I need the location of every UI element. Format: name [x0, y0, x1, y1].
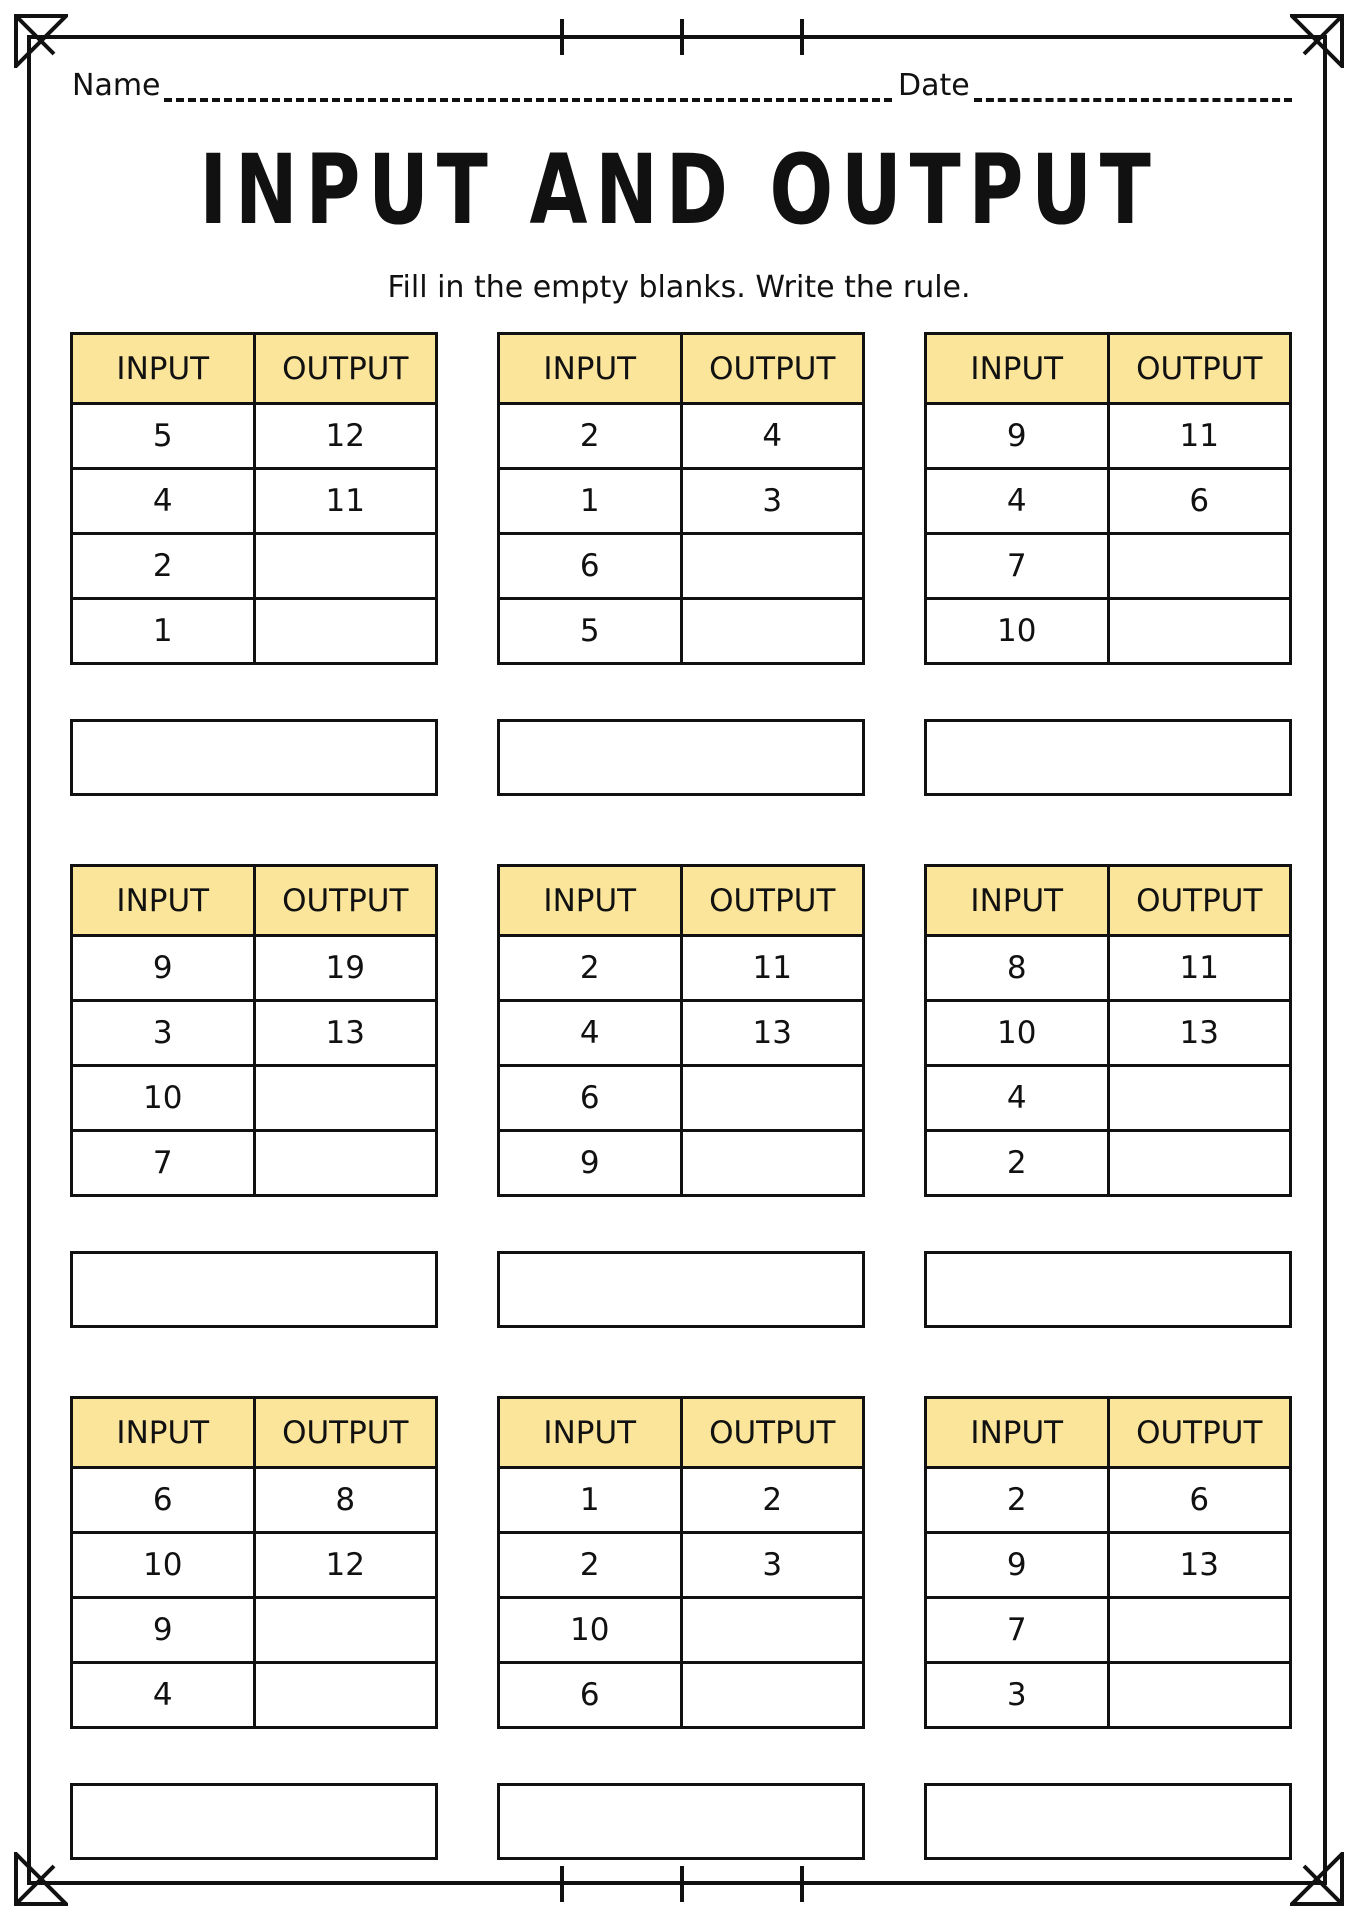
- output-column-header: OUTPUT: [1108, 1398, 1291, 1468]
- table-header-row: [499, 1398, 864, 1468]
- border-tick-top-3: [800, 19, 804, 55]
- corner-ornament-bottom-right: [1290, 1852, 1344, 1906]
- input-cell: 2: [499, 936, 682, 1001]
- input-cell: 7: [926, 1598, 1109, 1663]
- io-table: [924, 1396, 1292, 1729]
- input-column-header: INPUT: [499, 1398, 682, 1468]
- input-cell: 9: [926, 1533, 1109, 1598]
- table-row: [72, 599, 437, 664]
- output-blank-cell[interactable]: [681, 599, 864, 664]
- table-header-row: [926, 334, 1291, 404]
- table-row: [72, 1131, 437, 1196]
- input-column-header: INPUT: [926, 1398, 1109, 1468]
- table-row: [72, 1066, 437, 1131]
- input-cell: 5: [72, 404, 255, 469]
- rule-answer-box[interactable]: [497, 1783, 865, 1860]
- output-cell: 8: [254, 1468, 437, 1533]
- input-cell: 9: [926, 404, 1109, 469]
- output-cell: 11: [1108, 936, 1291, 1001]
- output-cell: 11: [1108, 404, 1291, 469]
- input-cell: 2: [926, 1131, 1109, 1196]
- input-cell: 6: [499, 534, 682, 599]
- output-blank-cell[interactable]: [254, 1663, 437, 1728]
- input-cell: 4: [72, 1663, 255, 1728]
- output-blank-cell[interactable]: [254, 1066, 437, 1131]
- border-tick-bottom-2: [680, 1866, 684, 1902]
- table-row: [499, 1468, 864, 1533]
- input-cell: 6: [499, 1066, 682, 1131]
- output-blank-cell[interactable]: [1108, 534, 1291, 599]
- border-tick-top-2: [680, 19, 684, 55]
- table-row: [926, 1131, 1291, 1196]
- table-row: [499, 936, 864, 1001]
- io-table: [70, 1396, 438, 1729]
- input-cell: 2: [926, 1468, 1109, 1533]
- rule-answer-box[interactable]: [924, 1251, 1292, 1328]
- output-cell: 13: [1108, 1001, 1291, 1066]
- table-row: [72, 1533, 437, 1598]
- table-row: [499, 1663, 864, 1728]
- input-cell: 6: [499, 1663, 682, 1728]
- table-row: [926, 404, 1291, 469]
- input-cell: 9: [72, 1598, 255, 1663]
- io-table: [70, 864, 438, 1197]
- table-header-row: [499, 334, 864, 404]
- table-row: [72, 1001, 437, 1066]
- table-header-row: [499, 866, 864, 936]
- rule-answer-box[interactable]: [70, 719, 438, 796]
- input-cell: 2: [499, 1533, 682, 1598]
- input-cell: 4: [926, 1066, 1109, 1131]
- io-table-block: [497, 864, 869, 1197]
- input-cell: 2: [499, 404, 682, 469]
- input-cell: 4: [499, 1001, 682, 1066]
- output-blank-cell[interactable]: [681, 1066, 864, 1131]
- table-row: [499, 1533, 864, 1598]
- table-row: [926, 1533, 1291, 1598]
- table-header-row: [72, 1398, 437, 1468]
- output-blank-cell[interactable]: [681, 1663, 864, 1728]
- table-row: [926, 936, 1291, 1001]
- table-header-row: [72, 866, 437, 936]
- rule-answer-box[interactable]: [924, 1783, 1292, 1860]
- output-blank-cell[interactable]: [254, 1131, 437, 1196]
- rule-answer-box[interactable]: [497, 1251, 865, 1328]
- input-cell: 1: [72, 599, 255, 664]
- io-table-block: [924, 1396, 1296, 1729]
- output-cell: 6: [1108, 1468, 1291, 1533]
- io-table: [497, 1396, 865, 1729]
- table-row: [926, 469, 1291, 534]
- output-column-header: OUTPUT: [681, 334, 864, 404]
- input-cell: 10: [926, 1001, 1109, 1066]
- output-column-header: OUTPUT: [254, 1398, 437, 1468]
- io-table-block: [924, 864, 1296, 1197]
- io-table-block: [924, 332, 1296, 665]
- input-cell: 9: [72, 936, 255, 1001]
- io-table-block: [497, 1396, 869, 1729]
- input-cell: 2: [72, 534, 255, 599]
- input-column-header: INPUT: [926, 334, 1109, 404]
- output-column-header: OUTPUT: [254, 866, 437, 936]
- output-cell: 12: [254, 1533, 437, 1598]
- output-cell: 4: [681, 404, 864, 469]
- table-row: [926, 1663, 1291, 1728]
- table-row: [926, 1598, 1291, 1663]
- io-table: [497, 864, 865, 1197]
- output-blank-cell[interactable]: [254, 534, 437, 599]
- io-table: [70, 332, 438, 665]
- input-column-header: INPUT: [926, 866, 1109, 936]
- input-cell: 4: [926, 469, 1109, 534]
- worksheet-instructions: Fill in the empty blanks. Write the rule.: [387, 270, 971, 305]
- input-cell: 4: [72, 469, 255, 534]
- border-tick-bottom-3: [800, 1866, 804, 1902]
- input-cell: 7: [926, 534, 1109, 599]
- worksheet-title: INPUT AND OUTPUT: [199, 134, 1159, 246]
- rule-answer-box[interactable]: [497, 719, 865, 796]
- input-cell: 6: [72, 1468, 255, 1533]
- table-row: [72, 404, 437, 469]
- table-row: [499, 599, 864, 664]
- table-row: [72, 936, 437, 1001]
- table-row: [72, 1663, 437, 1728]
- output-blank-cell[interactable]: [681, 1598, 864, 1663]
- table-header-row: [926, 1398, 1291, 1468]
- output-column-header: OUTPUT: [1108, 334, 1291, 404]
- output-cell: 12: [254, 404, 437, 469]
- output-column-header: OUTPUT: [681, 1398, 864, 1468]
- output-blank-cell[interactable]: [1108, 1066, 1291, 1131]
- output-cell: 13: [254, 1001, 437, 1066]
- input-cell: 3: [926, 1663, 1109, 1728]
- table-row: [499, 469, 864, 534]
- output-column-header: OUTPUT: [1108, 866, 1291, 936]
- border-tick-top-1: [560, 19, 564, 55]
- input-column-header: INPUT: [72, 1398, 255, 1468]
- io-table-block: [70, 332, 442, 665]
- input-column-header: INPUT: [72, 866, 255, 936]
- table-row: [72, 469, 437, 534]
- date-field[interactable]: [974, 98, 1292, 102]
- corner-ornament-top-left: [14, 14, 68, 68]
- table-row: [72, 1598, 437, 1663]
- table-row: [72, 1468, 437, 1533]
- input-cell: 9: [499, 1131, 682, 1196]
- table-header-row: [72, 334, 437, 404]
- input-column-header: INPUT: [499, 866, 682, 936]
- input-cell: 8: [926, 936, 1109, 1001]
- output-column-header: OUTPUT: [681, 866, 864, 936]
- io-table: [497, 332, 865, 665]
- input-cell: 3: [72, 1001, 255, 1066]
- table-row: [499, 1598, 864, 1663]
- input-cell: 10: [72, 1533, 255, 1598]
- output-blank-cell[interactable]: [254, 1598, 437, 1663]
- output-cell: 13: [681, 1001, 864, 1066]
- io-table: [924, 332, 1292, 665]
- io-table-block: [70, 1396, 442, 1729]
- corner-ornament-top-right: [1290, 14, 1344, 68]
- output-blank-cell[interactable]: [1108, 1598, 1291, 1663]
- name-date-row: [72, 66, 1292, 106]
- output-blank-cell[interactable]: [1108, 599, 1291, 664]
- output-cell: 11: [681, 936, 864, 1001]
- output-cell: 3: [681, 1533, 864, 1598]
- output-cell: 3: [681, 469, 864, 534]
- output-cell: 13: [1108, 1533, 1291, 1598]
- table-row: [926, 1066, 1291, 1131]
- io-table: [924, 864, 1292, 1197]
- output-column-header: OUTPUT: [254, 334, 437, 404]
- output-cell: 6: [1108, 469, 1291, 534]
- output-blank-cell[interactable]: [1108, 1131, 1291, 1196]
- rule-answer-box[interactable]: [924, 719, 1292, 796]
- input-cell: 10: [926, 599, 1109, 664]
- input-cell: 5: [499, 599, 682, 664]
- output-blank-cell[interactable]: [681, 534, 864, 599]
- rule-answer-box[interactable]: [70, 1251, 438, 1328]
- input-column-header: INPUT: [72, 334, 255, 404]
- corner-ornament-bottom-left: [14, 1852, 68, 1906]
- output-blank-cell[interactable]: [254, 599, 437, 664]
- table-row: [499, 1066, 864, 1131]
- table-row: [499, 534, 864, 599]
- output-blank-cell[interactable]: [681, 1131, 864, 1196]
- output-cell: 19: [254, 936, 437, 1001]
- output-blank-cell[interactable]: [1108, 1663, 1291, 1728]
- input-column-header: INPUT: [499, 334, 682, 404]
- table-row: [499, 1001, 864, 1066]
- border-tick-bottom-1: [560, 1866, 564, 1902]
- output-cell: 2: [681, 1468, 864, 1533]
- io-table-block: [497, 332, 869, 665]
- rule-answer-box[interactable]: [70, 1783, 438, 1860]
- table-row: [926, 1468, 1291, 1533]
- table-row: [926, 1001, 1291, 1066]
- input-cell: 10: [499, 1598, 682, 1663]
- output-cell: 11: [254, 469, 437, 534]
- date-label: Date: [898, 68, 970, 103]
- table-row: [499, 404, 864, 469]
- input-cell: 10: [72, 1066, 255, 1131]
- table-header-row: [926, 866, 1291, 936]
- io-table-block: [70, 864, 442, 1197]
- input-cell: 1: [499, 469, 682, 534]
- name-label: Name: [72, 68, 161, 103]
- name-field[interactable]: [164, 98, 892, 102]
- input-cell: 7: [72, 1131, 255, 1196]
- input-cell: 1: [499, 1468, 682, 1533]
- table-row: [926, 599, 1291, 664]
- table-row: [499, 1131, 864, 1196]
- table-row: [72, 534, 437, 599]
- table-row: [926, 534, 1291, 599]
